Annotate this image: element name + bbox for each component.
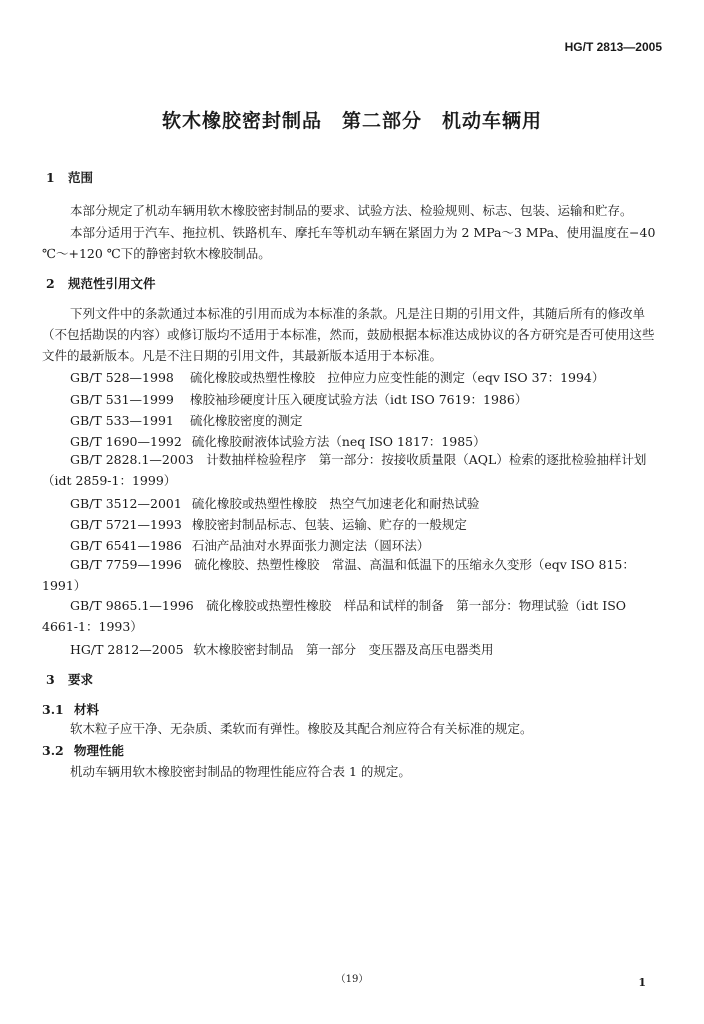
reference-code: GB/T 6541—1986 (70, 538, 182, 553)
reference-item (70, 640, 494, 658)
reference-item (70, 536, 429, 554)
reference-item (70, 390, 527, 408)
reference-code: GB/T 533—1991 (70, 413, 174, 428)
section-title: 规范性引用文件 (68, 276, 156, 291)
scope-paragraph-1: 本部分规定了机动车辆用软木橡胶密封制品的要求、试验方法、检验规则、标志、包装、运输和贮存。 (70, 203, 633, 218)
subsection-3-1-heading (42, 700, 99, 718)
subsection-title: 材料 (74, 702, 100, 717)
reference-code: GB/T 3512—2001 (70, 496, 182, 511)
subsection-title: 物理性能 (74, 743, 125, 758)
page-title: 软木橡胶密封制品 第二部分 机动车辆用 (161, 110, 542, 132)
reference-code: HG/T 2812—2005 (70, 642, 184, 657)
page-number: 1 (638, 976, 646, 989)
section-title: 要求 (68, 672, 94, 687)
reference-item (70, 515, 467, 533)
reference-item (70, 494, 479, 512)
subsection-number: 3.2 (42, 743, 64, 758)
reference-item (70, 368, 604, 386)
reference-code: GB/T 1690—1992 (70, 434, 182, 449)
reference-title: 计数抽样检验程序 第一部分：按接收质量限（AQL）检索的逐批检验抽样计划（idt 2859-1：1999） (42, 452, 647, 488)
section-2-heading (46, 274, 156, 292)
reference-item (70, 432, 486, 450)
reference-title: 橡胶袖珍硬度计压入硬度试验方法（idt ISO 7619：1986） (190, 392, 528, 407)
physical-properties-text: 机动车辆用软木橡胶密封制品的物理性能应符合表 1 的规定。 (70, 764, 411, 779)
reference-title: 硫化橡胶或热塑性橡胶 热空气加速老化和耐热试验 (191, 496, 480, 511)
section-3-heading (46, 670, 93, 688)
reference-title: 硫化橡胶耐液体试验方法（neq ISO 1817：1985） (191, 434, 486, 449)
reference-title: 软木橡胶密封制品 第一部分 变压器及高压电器类用 (193, 642, 494, 657)
reference-code: GB/T 9865.1—1996 (70, 598, 194, 613)
reference-item (42, 449, 662, 491)
section-number: 1 (46, 170, 55, 185)
reference-item (70, 411, 303, 429)
normative-intro: 下列文件中的条款通过本标准的引用而成为本标准的条款。凡是注日期的引用文件，其随后所有的修改单（不包括勘误的内容）或修订版均不适用于本标准，然而，鼓励根据本标准达成协议的各方研究是否可使用这些文件的最新版本。凡是不注日期的引用文件，其最新版本适用于本标准。 (42, 306, 655, 363)
standard-code: HG/T 2813—2005 (564, 40, 662, 54)
reference-item (42, 554, 662, 596)
section-title: 范围 (68, 170, 94, 185)
reference-item (42, 595, 662, 637)
reference-title: 硫化橡胶、热塑性橡胶 常温、高温和低温下的压缩永久变形（eqv ISO 815：1991） (42, 557, 635, 593)
scope-paragraph-2: 本部分适用于汽车、拖拉机、铁路机车、摩托车等机动车辆在紧固力为 2 MPa～3 MPa、使用温度在−40 ℃～+120 ℃下的静密封软木橡胶制品。 (42, 225, 656, 261)
page-code: （19） (335, 974, 369, 985)
reference-code: GB/T 5721—1993 (70, 517, 182, 532)
subsection-number: 3.1 (42, 702, 64, 717)
reference-title: 硫化橡胶或热塑性橡胶 样品和试样的制备 第一部分：物理试验（idt ISO 4661-1：1993） (42, 598, 627, 634)
subsection-3-2-heading (42, 741, 124, 759)
section-number: 3 (46, 672, 55, 687)
reference-code: GB/T 531—1999 (70, 392, 174, 407)
materials-text: 软木粒子应干净、无杂质、柔软而有弹性。橡胶及其配合剂应符合有关标准的规定。 (70, 721, 533, 736)
section-number: 2 (46, 276, 55, 291)
section-1-heading (46, 168, 93, 186)
reference-title: 橡胶密封制品标志、包装、运输、贮存的一般规定 (191, 517, 467, 532)
reference-code: GB/T 528—1998 (70, 370, 174, 385)
reference-code: GB/T 7759—1996 (70, 557, 182, 572)
reference-title: 硫化橡胶密度的测定 (190, 413, 303, 428)
reference-title: 硫化橡胶或热塑性橡胶 拉伸应力应变性能的测定（eqv ISO 37：1994） (190, 370, 605, 385)
reference-code: GB/T 2828.1—2003 (70, 452, 194, 467)
reference-title: 石油产品油对水界面张力测定法（圆环法） (191, 538, 430, 553)
